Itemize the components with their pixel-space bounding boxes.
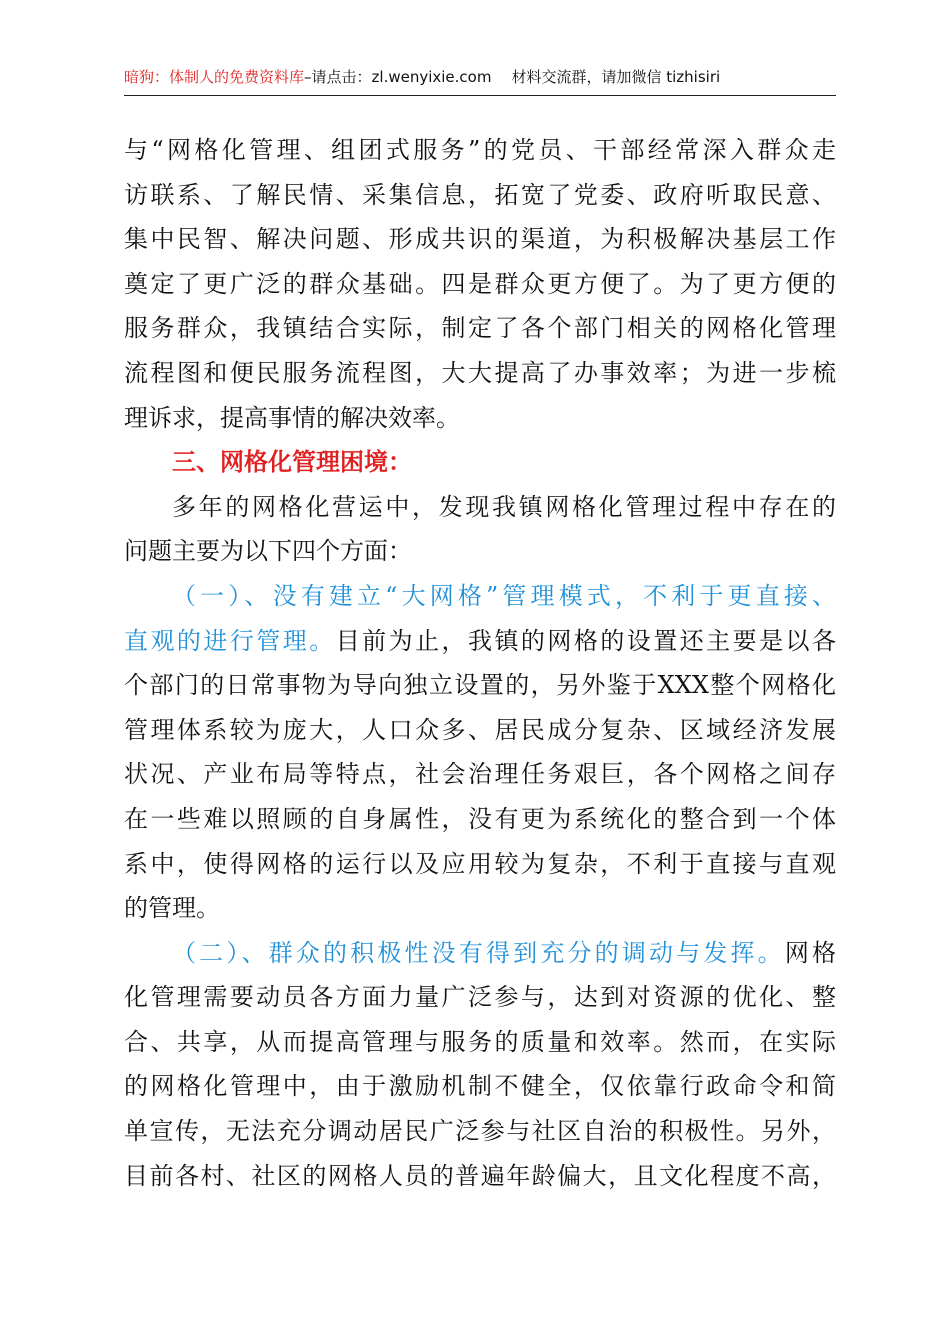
header-url-link[interactable]: zl.wenyixie.com bbox=[371, 68, 492, 86]
text-line: 个部门的日常事物为导向独立设置的，另外鉴于XXX整个网格化 bbox=[124, 671, 836, 700]
subsection-1 bbox=[124, 574, 836, 931]
text-line: 目前各村、社区的网格人员的普遍年龄偏大，且文化程度不高， bbox=[124, 1161, 836, 1190]
text-line: 的管理。 bbox=[124, 894, 220, 923]
subsection-2 bbox=[124, 931, 836, 1199]
text-line: 服务群众，我镇结合实际，制定了各个部门相关的网格化管理 bbox=[124, 314, 836, 343]
text-line: 多年的网格化营运中，发现我镇网格化管理过程中存在的 bbox=[172, 492, 836, 521]
subsection-title: （一）、没有建立“大网格”管理模式，不利于更直接、 bbox=[172, 581, 836, 610]
text-line: 合、共享，从而提高管理与服务的质量和效率。然而，在实际 bbox=[124, 1027, 836, 1056]
text-run: 网格 bbox=[784, 938, 837, 967]
text-line: 管理体系较为庞大，人口众多、居民成分复杂、区域经济发展 bbox=[124, 715, 836, 744]
page-header bbox=[124, 66, 834, 96]
subsection-title: （二）、群众的积极性没有得到充分的调动与发挥。 bbox=[172, 938, 785, 967]
text-line: 问题主要为以下四个方面： bbox=[124, 537, 412, 566]
subsection-title-end: 直观的进行管理。 bbox=[124, 626, 336, 655]
header-brand: 暗狗：体制人的免费资料库 bbox=[124, 68, 305, 86]
text-line bbox=[124, 931, 836, 976]
text-line: 奠定了更广泛的群众基础。四是群众更方便了。为了更方便的 bbox=[124, 269, 836, 298]
text-line: 理诉求，提高事情的解决效率。 bbox=[124, 403, 460, 432]
text-line: 状况、产业布局等特点，社会治理任务艰巨，各个网格之间存 bbox=[124, 760, 836, 789]
text-run: 目前为止，我镇的网格的设置还主要是以各 bbox=[335, 626, 837, 655]
text-line: 在一些难以照顾的自身属性，没有更为系统化的整合到一个体 bbox=[124, 804, 836, 833]
paragraph-intro bbox=[124, 485, 836, 574]
text-line: 访联系、了解民情、采集信息，拓宽了党委、政府听取民意、 bbox=[124, 180, 836, 209]
text-line: 系中，使得网格的运行以及应用较为复杂，不利于直接与直观 bbox=[124, 849, 836, 878]
header-click-prompt: –请点击： bbox=[304, 68, 372, 86]
text-line: 流程图和便民服务流程图，大大提高了办事效率；为进一步梳 bbox=[124, 358, 836, 387]
paragraph-continuation bbox=[124, 128, 836, 440]
header-contact: 材料交流群，请加微信 tizhisiri bbox=[511, 68, 721, 86]
document-body bbox=[124, 128, 836, 1198]
text-line: 化管理需要动员各方面力量广泛参与，达到对资源的优化、整 bbox=[124, 983, 836, 1012]
text-line: 集中民智、解决问题、形成共识的渠道，为积极解决基层工作 bbox=[124, 225, 836, 254]
header-divider bbox=[124, 95, 836, 96]
text-line: 单宣传，无法充分调动居民广泛参与社区自治的积极性。另外， bbox=[124, 1117, 836, 1146]
text-line: 的网格化管理中，由于激励机制不健全，仅依靠行政命令和简 bbox=[124, 1072, 836, 1101]
text-line: 与“网格化管理、组团式服务”的党员、干部经常深入群众走 bbox=[124, 136, 836, 164]
text-line bbox=[124, 619, 836, 664]
section-heading: 三、网格化管理困境： bbox=[172, 448, 412, 477]
